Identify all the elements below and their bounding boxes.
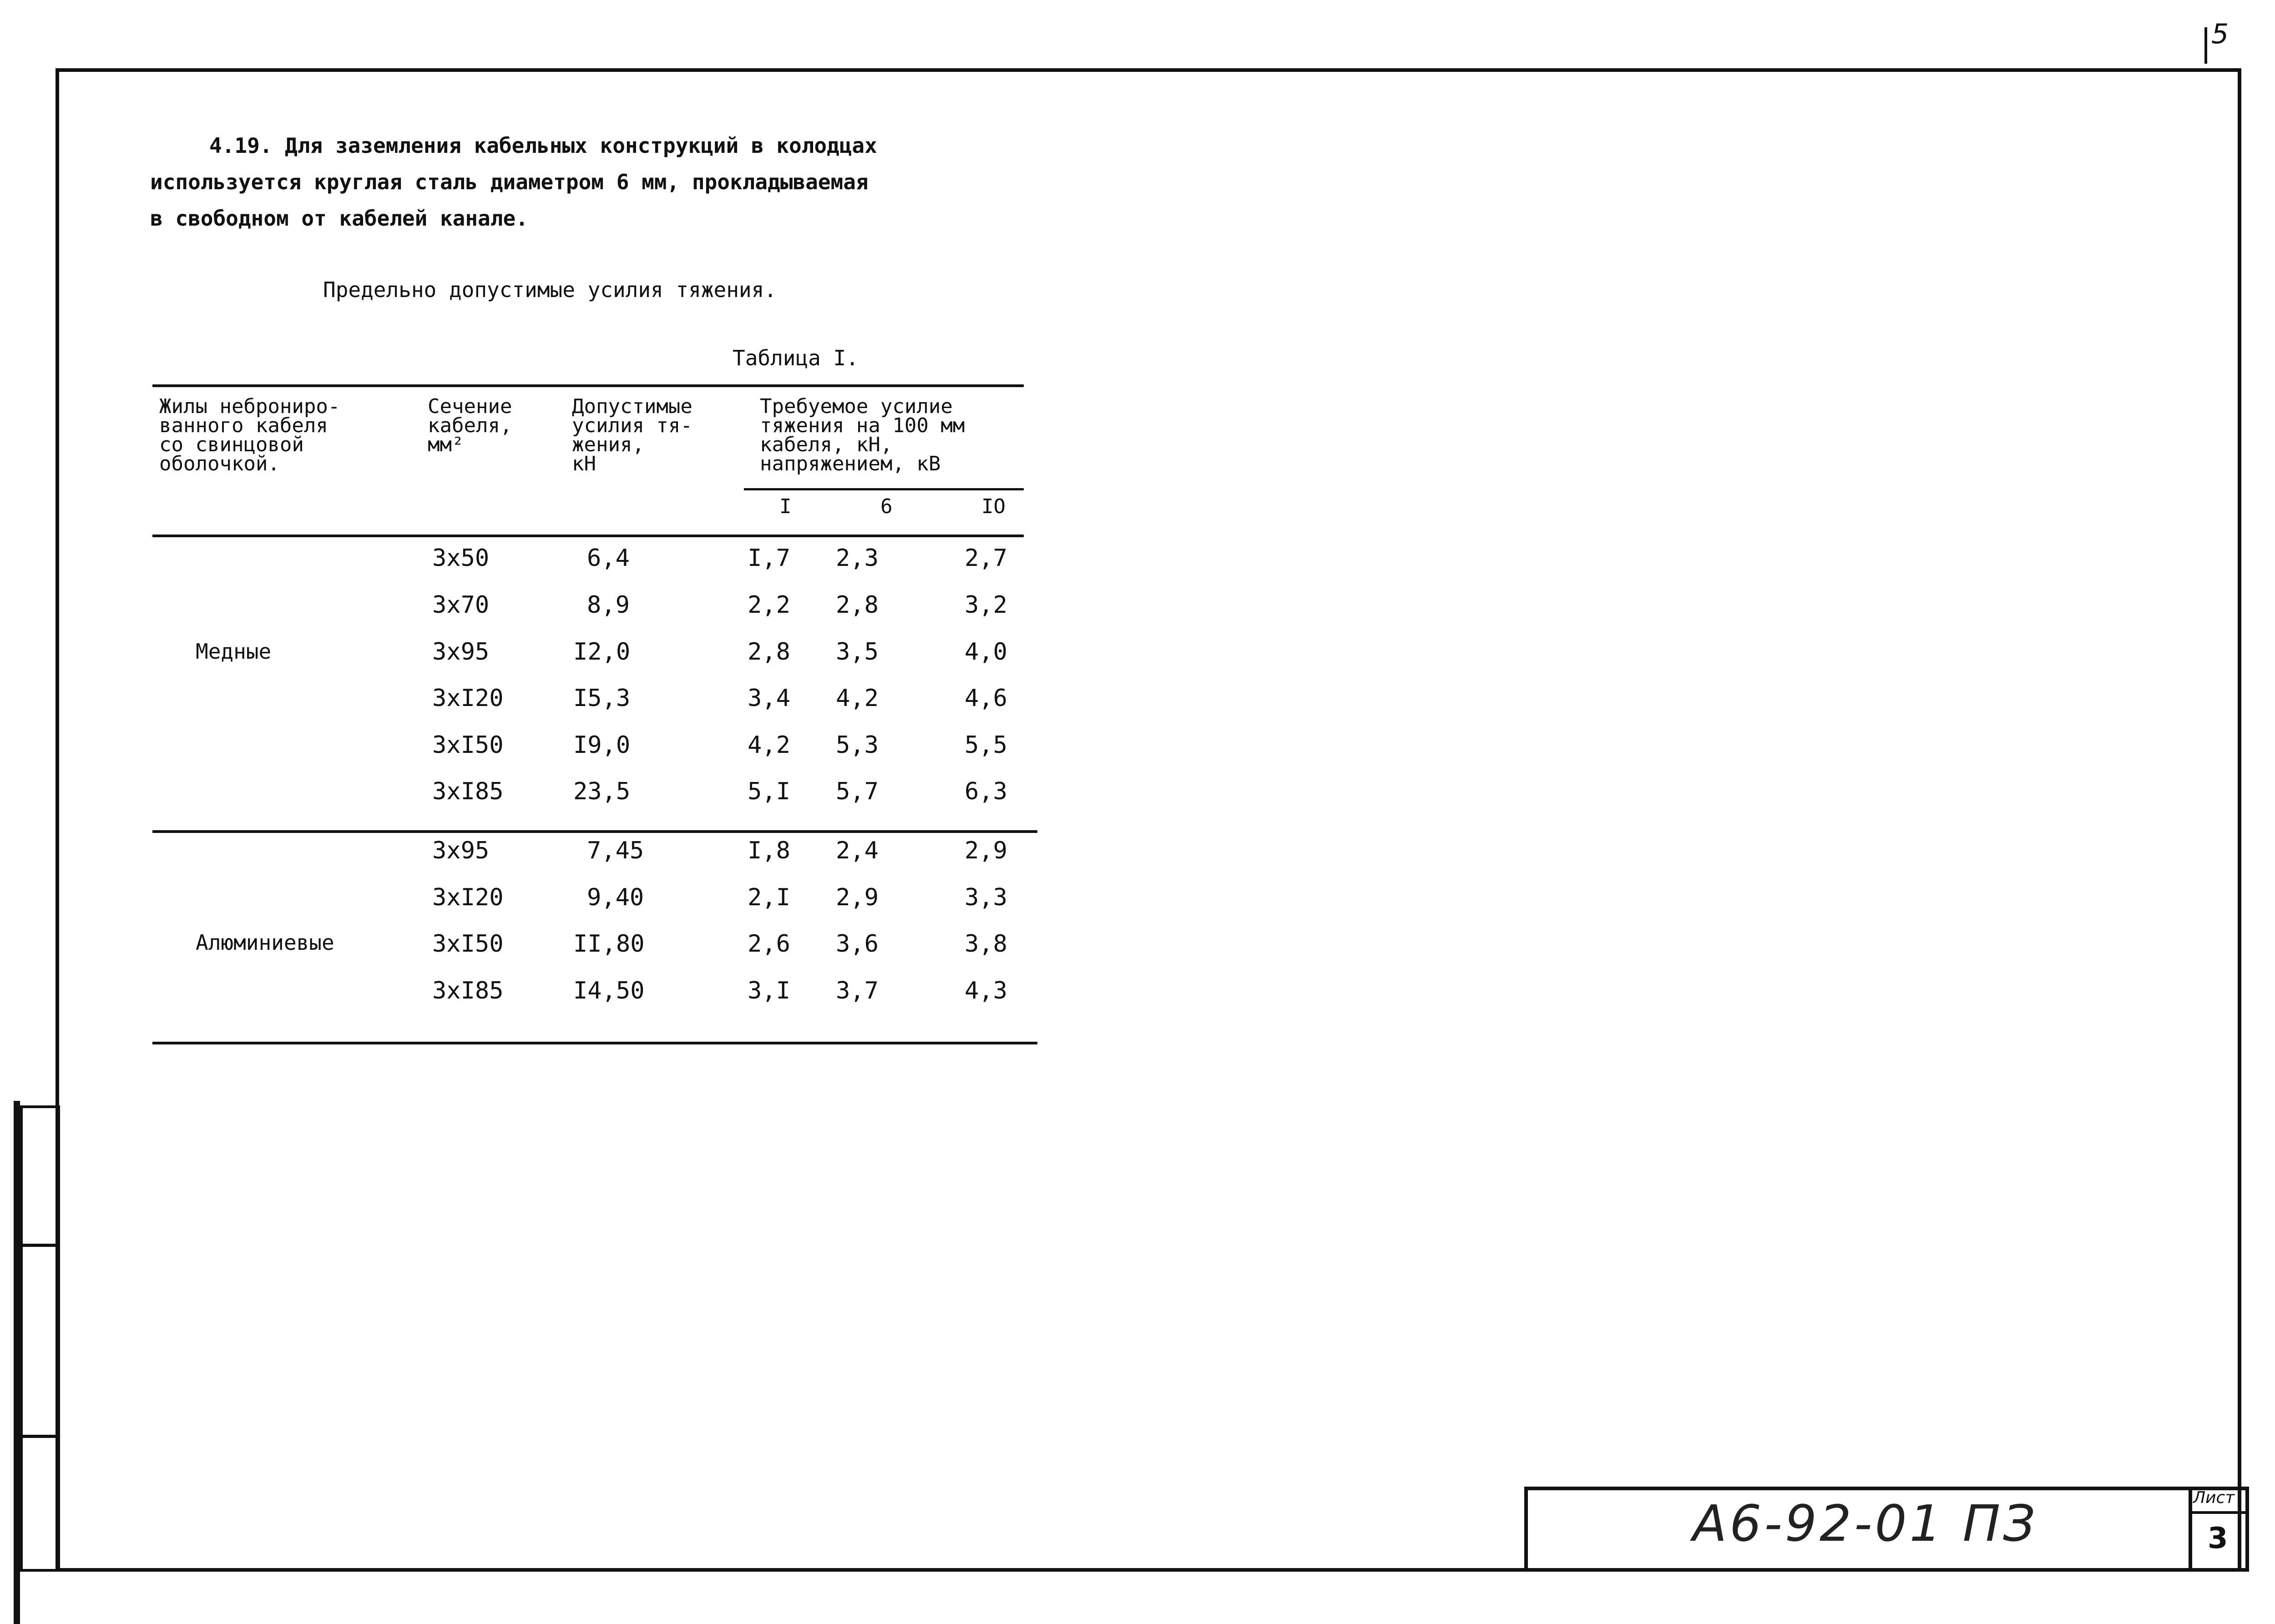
paragraph-line: в свободном от кабелей канале. [150,206,528,231]
paragraph-line: 4.19. Для заземления кабельных конструкций в колодцах [209,133,877,158]
cell-6kv: 2,9 [836,884,879,911]
table-top-rule [152,384,1024,387]
subheader-6kv: 6 [880,495,893,518]
cell-1kv: 5,I [748,778,790,805]
cell-section: 3xI85 [432,778,504,805]
cell-1kv: 3,4 [748,685,790,712]
cell-1kv: I,8 [748,837,790,864]
cell-allowed: 8,9 [587,591,630,619]
cell-section: 3xI20 [432,685,504,712]
cell-10kv: 3,2 [965,591,1007,619]
cell-10kv: 6,3 [965,778,1007,805]
subheader-10kv: IO [981,495,1006,518]
sheet-number-mark [2204,27,2207,64]
cell-6kv: 2,4 [836,837,879,864]
cell-section: 3x70 [432,591,490,619]
margin-box-3 [20,1435,60,1572]
margin-box-1 [20,1105,60,1246]
cell-allowed: II,80 [573,930,645,958]
cell-section: 3x95 [432,638,490,666]
cell-1kv: 3,I [748,977,790,1004]
group-separator-rule [152,830,1037,833]
cell-1kv: 2,2 [748,591,790,619]
sheet-label: Лист [2193,1488,2235,1507]
cell-allowed: 9,40 [587,884,644,911]
cell-6kv: 3,7 [836,977,879,1004]
cell-10kv: 3,3 [965,884,1007,911]
sheet-number: 5 [2211,18,2229,50]
cell-allowed: I2,0 [573,638,631,666]
sheet-cell-divider [2189,1511,2249,1514]
table-bottom-rule [152,1042,1037,1044]
cell-allowed: I4,50 [573,977,645,1004]
cell-allowed: 6,4 [587,545,630,572]
subheader-rule [744,488,1024,490]
header-bottom-rule [152,535,1024,537]
table-caption: Предельно допустимые усилия тяжения. [323,277,777,302]
header-required: Требуемое усилие тяжения на 100 мм кабеля, кН, напряжением, кВ [760,395,965,475]
table-title: Таблица I. [733,346,859,370]
cell-section: 3x50 [432,545,490,572]
cell-10kv: 4,0 [965,638,1007,666]
paragraph-line: используется круглая сталь диаметром 6 мм, прокладываемая [150,170,869,194]
margin-box-2 [20,1244,60,1437]
cell-allowed: I5,3 [573,685,631,712]
header-allowed: Допустимые усилия тя- жения, кН [572,395,693,475]
sheet-page-number: 3 [2208,1522,2228,1555]
cell-6kv: 5,3 [836,731,879,759]
cell-1kv: 2,6 [748,930,790,958]
subheader-1kv: I [779,495,792,518]
cell-1kv: I,7 [748,545,790,572]
header-section: Сечение кабеля, мм² [428,395,512,456]
cell-10kv: 4,6 [965,685,1007,712]
group-aluminium-label: Алюминиевые [196,930,334,955]
cell-1kv: 2,I [748,884,790,911]
cell-6kv: 5,7 [836,778,879,805]
header-conductor: Жилы неброниро- ванного кабеля со свинцовой оболочкой. [159,395,340,475]
cell-1kv: 2,8 [748,638,790,666]
cell-section: 3xI50 [432,930,504,958]
cell-6kv: 3,5 [836,638,879,666]
cell-allowed: 23,5 [573,778,631,805]
document-code: А6-92-01 ПЗ [1693,1494,2038,1553]
cell-allowed: I9,0 [573,731,631,759]
cell-6kv: 4,2 [836,685,879,712]
cell-section: 3xI85 [432,977,504,1004]
cell-10kv: 5,5 [965,731,1007,759]
left-margin-bar [14,1101,20,1624]
cell-1kv: 4,2 [748,731,790,759]
paragraph-4-19 [150,127,1051,237]
cell-section: 3xI50 [432,731,504,759]
cell-10kv: 4,3 [965,977,1007,1004]
cell-6kv: 3,6 [836,930,879,958]
cell-6kv: 2,8 [836,591,879,619]
group-copper-label: Медные [196,639,272,664]
cell-10kv: 2,9 [965,837,1007,864]
cell-6kv: 2,3 [836,545,879,572]
cell-section: 3xI20 [432,884,504,911]
cell-10kv: 2,7 [965,545,1007,572]
cell-section: 3x95 [432,837,490,864]
cell-10kv: 3,8 [965,930,1007,958]
cell-allowed: 7,45 [587,837,644,864]
